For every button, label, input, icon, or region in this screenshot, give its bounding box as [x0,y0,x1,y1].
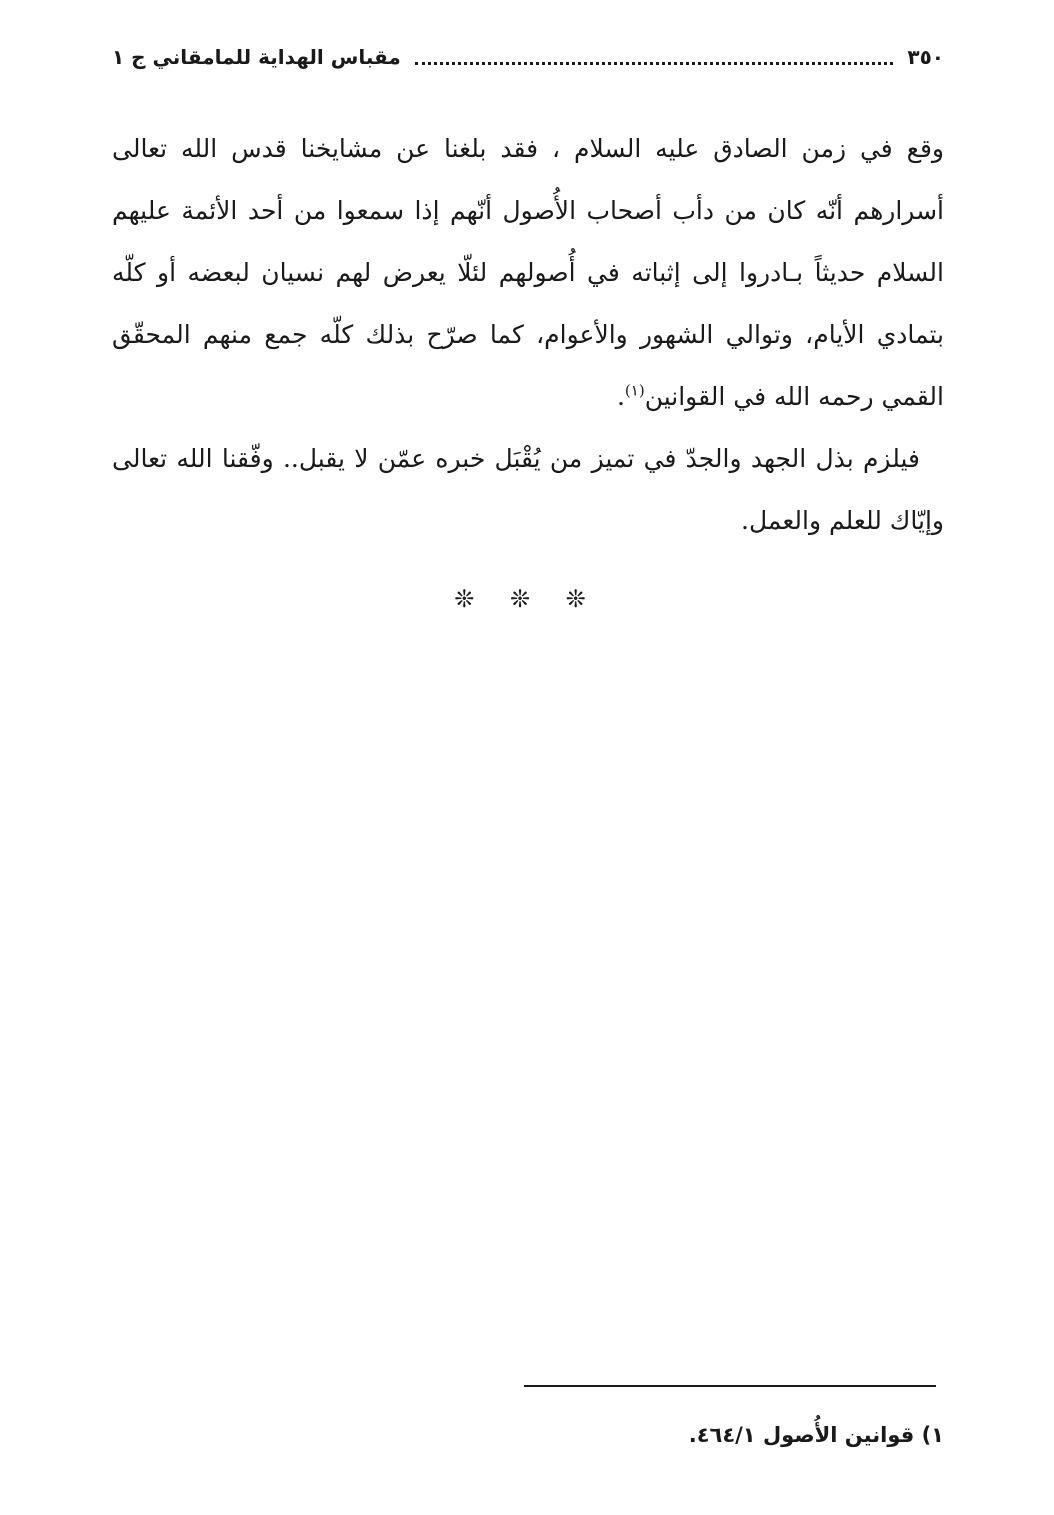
page-header [112,40,944,74]
footnote-number: ١) [921,1423,944,1447]
footnote-separator [524,1385,936,1387]
main-text [112,118,944,552]
paragraph-end: . [616,382,625,411]
paragraph-text: وقع في زمن الصادق عليه السلام ، فقد بلغنا عن مشايخنا قدس الله تعالى أسرارهم أنّه كان من دأب أصحاب الأُصول أنّهم إذا سمعوا من أحد الأئمة عليهم السلام حديثاً بـادروا إلى إثباته في أُصولهم لئلّا يعرض لهم نسيان لبعضه أو كلّه بتمادي الأيام، وتوالي الشهور والأعوام، كما صرّح بذلك كلّه جمع منهم المحقّق القمي رحمه الله في القوانين [112,134,944,411]
dotted-leader [415,58,894,65]
page-number: ٣٥٠ [907,45,944,69]
footnote-text: قوانين الأُصول ٤٦٤/١. [688,1423,915,1447]
paragraph [112,118,944,428]
footnote [112,1415,944,1455]
footnote-reference: (١) [624,381,645,400]
section-divider: ❊ ❊ ❊ [454,585,600,613]
paragraph: فيلزم بذل الجهد والجدّ في تميز من يُقْبَل خبره عمّن لا يقبل.. وفّقنا الله تعالى وإيّاك للعلم والعمل. [112,444,944,535]
running-title: مقباس الهداية للمامقاني ج ١ [112,45,401,69]
